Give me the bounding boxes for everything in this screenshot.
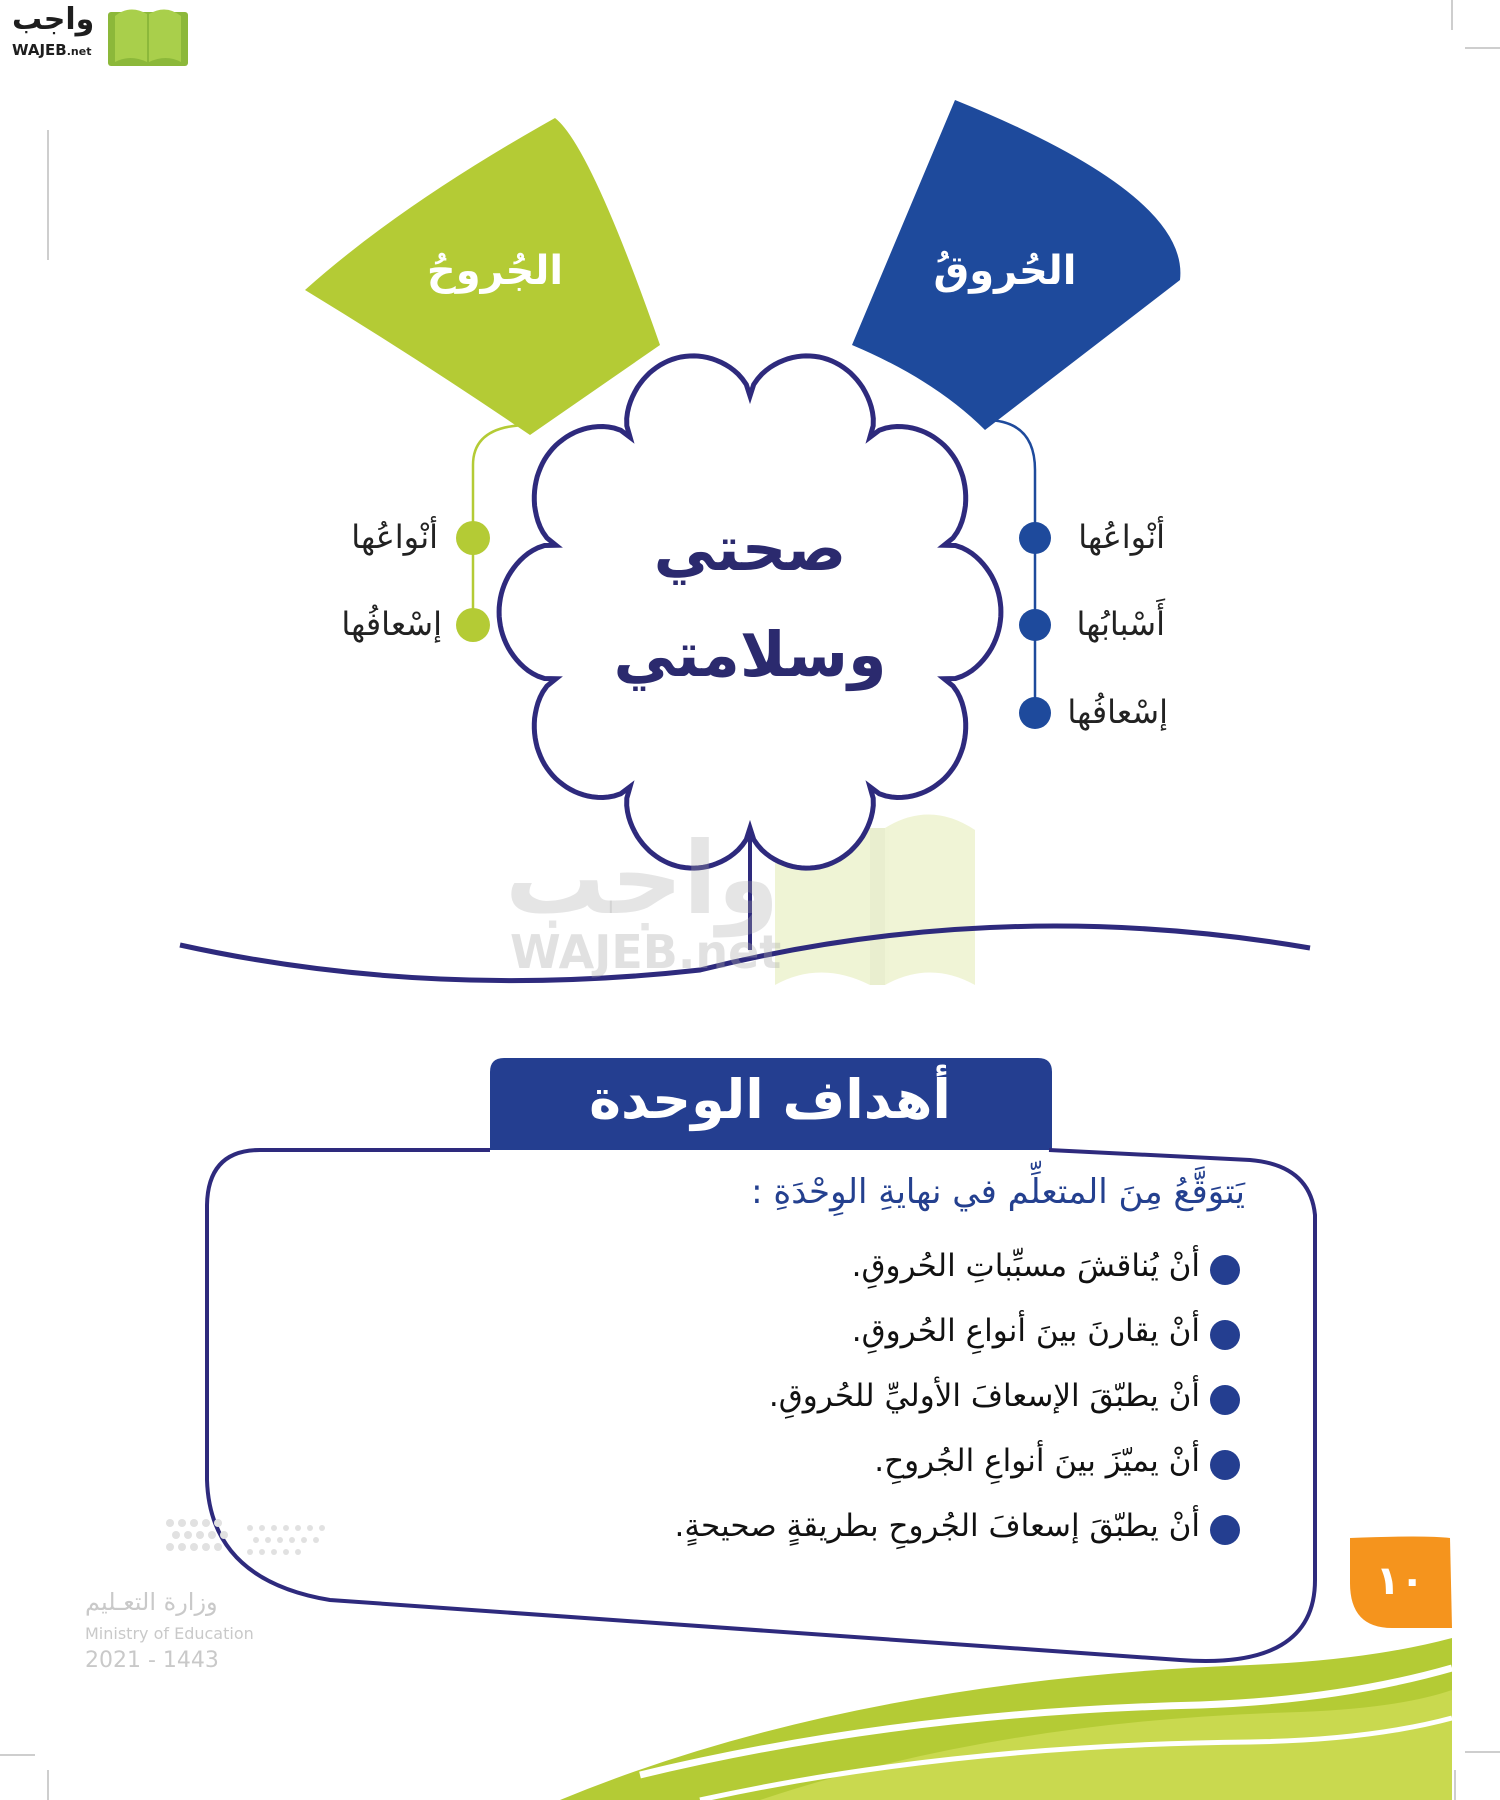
logo-latin-suffix: .net — [66, 45, 92, 58]
goal-bullet — [1210, 1385, 1240, 1415]
burns-item: أنْواعُها — [1078, 518, 1165, 556]
wounds-title: الجُروحُ — [426, 248, 564, 294]
logo-latin-name: WAJEB — [12, 41, 67, 59]
burns-dot — [1019, 609, 1051, 641]
burns-connector — [985, 420, 1035, 715]
goal-item: أنْ يقارنَ بينَ أنواعِ الحُروقِ. — [851, 1313, 1200, 1349]
title-flower — [499, 356, 1001, 868]
goal-item: أنْ يميّزَ بينَ أنواعِ الجُروحِ. — [874, 1443, 1200, 1479]
wounds-item: إسْعافُها — [341, 605, 442, 643]
center-title-line2: وسلامتي — [613, 618, 887, 691]
watermark-latin: WAJEB.net — [510, 925, 782, 979]
goal-item: أنْ يطبّقَ الإسعافَ الأوليِّ للحُروقِ. — [768, 1378, 1200, 1414]
page-number: ١٠ — [1375, 1558, 1425, 1604]
ministry-year: 2021 - 1443 — [85, 1648, 219, 1673]
logo-arabic: واجب — [12, 2, 95, 37]
burns-title: الحُروقُ — [933, 248, 1077, 294]
goal-bullet — [1210, 1515, 1240, 1545]
logo-latin — [12, 40, 91, 59]
burns-dot — [1019, 697, 1051, 729]
goals-heading: أهداف الوحدة — [589, 1068, 951, 1131]
goal-item: أنْ يطبّقَ إسعافَ الجُروحِ بطريقةٍ صحيحةٍ. — [674, 1508, 1200, 1544]
goal-item: أنْ يُناقشَ مسبِّباتِ الحُروقِ. — [851, 1248, 1200, 1284]
burns-dot — [1019, 522, 1051, 554]
goal-bullet — [1210, 1255, 1240, 1285]
wounds-dot — [456, 521, 490, 555]
burns-item: إسْعافُها — [1067, 693, 1168, 731]
ministry-pattern — [166, 1519, 325, 1555]
center-title-line1: صحتي — [653, 512, 847, 585]
wounds-dot — [456, 608, 490, 642]
ministry-arabic: وزارة التعـليم — [85, 1588, 218, 1616]
watermark-arabic: واجب — [505, 820, 780, 937]
goal-bullet — [1210, 1320, 1240, 1350]
ministry-english: Ministry of Education — [85, 1624, 254, 1643]
wounds-item: أنْواعُها — [351, 518, 438, 556]
goal-bullet — [1210, 1450, 1240, 1480]
goals-intro: يَتوَقَّعُ مِنَ المتعلِّم في نهايةِ الوِحْدَةِ : — [751, 1172, 1245, 1212]
burns-item: أَسْبابُها — [1076, 605, 1165, 643]
logo-book-icon — [108, 9, 188, 66]
